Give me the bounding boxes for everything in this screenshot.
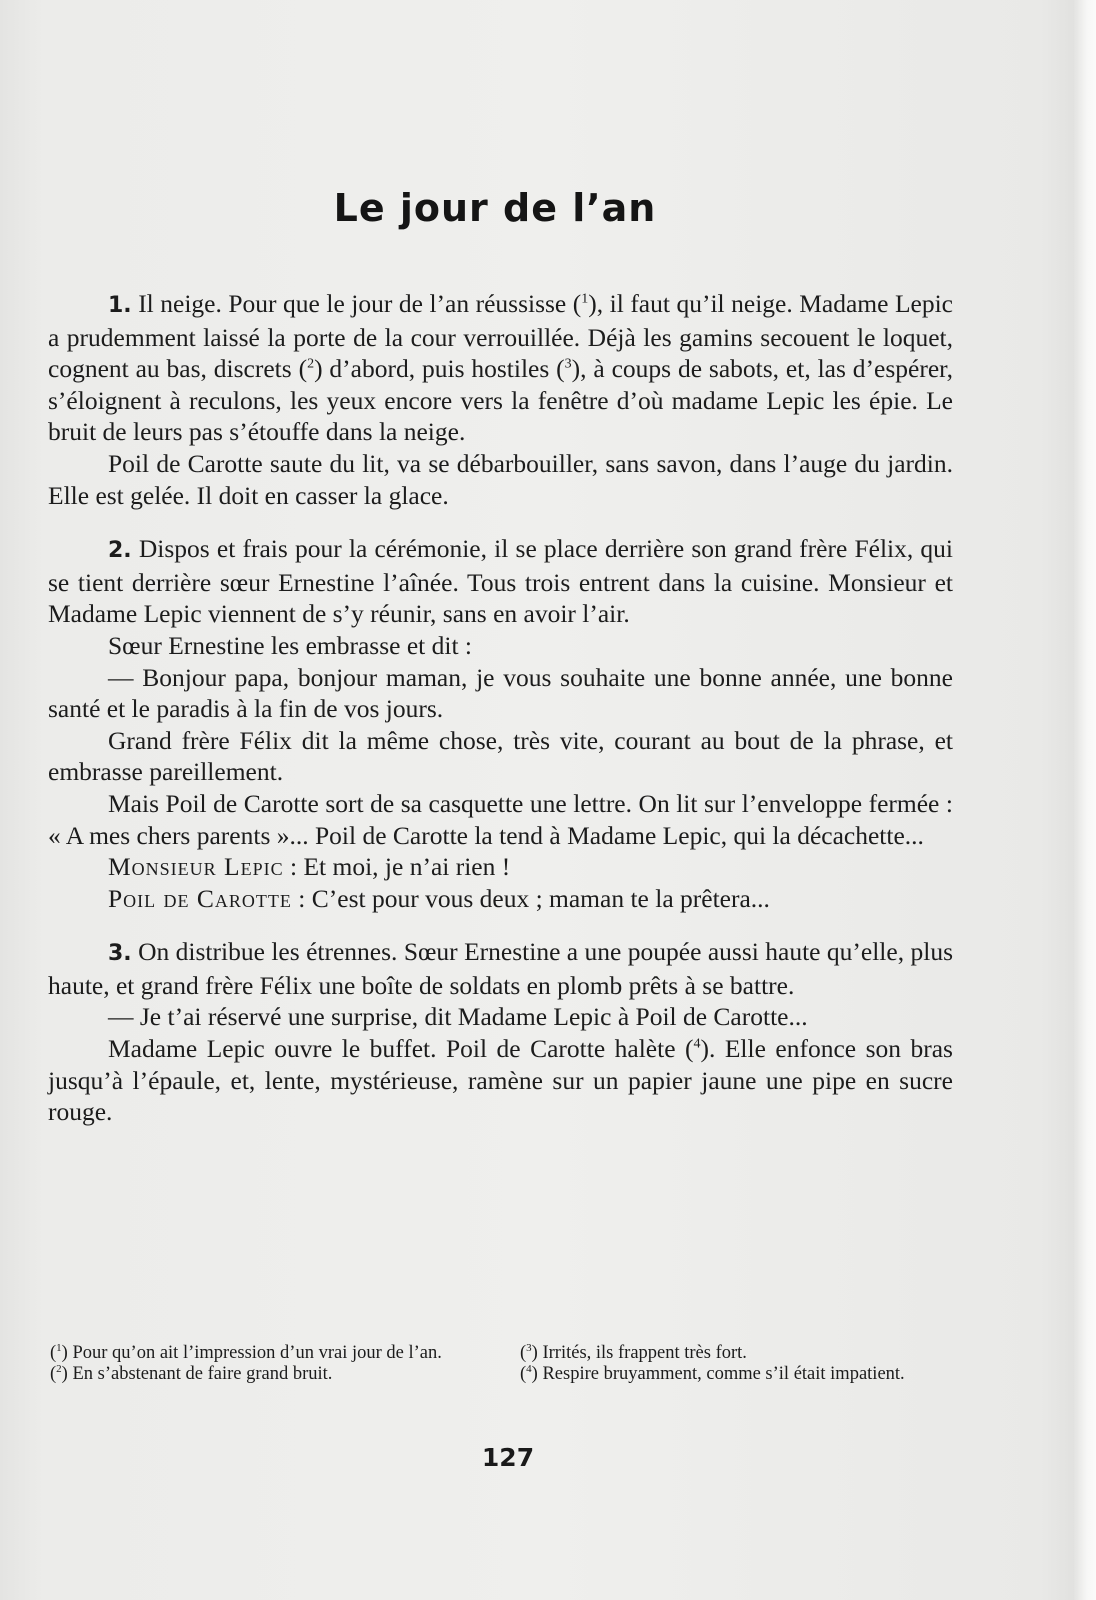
section-3-paragraph-3: Madame Lepic ouvre le buffet. Poil de Carotte halète ($^4$). Elle enfonce son bras jusqu’à l’épaule, et, lente, mystérieuse, ramène sur un papier jaune une pipe en sucre rouge. [48,1034,953,1127]
footnote-ref: 3 [564,356,572,372]
dialogue-line-2: Poil de Carotte : C’est pour vous deux ; maman te la prêtera... [108,883,770,913]
page-title: Le jour de l’an [333,186,657,230]
section-2-paragraph-1: 2. Dispos et frais pour la cérémonie, il se place derrière son grand frère Félix, qui se tient derrière sœur Ernestine l’aînée. Tous trois entrent dans la cuisine. Monsieur et Madame Lepic viennent de s’y réunir, sans en avoir l’air. [48,534,954,629]
footnote-2: ($^2$) En s’abstenant de faire grand bruit. [50,1362,333,1384]
section-number: 3. [108,941,132,967]
section-2-paragraph-2: Sœur Ernestine les embrasse et dit : [108,630,472,660]
footnote-1: ($^1$) Pour qu’on ait l’impression d’un vrai jour de l’an. [50,1341,442,1363]
section-2-paragraph-3: — Bonjour papa, bonjour maman, je vous souhaite une bonne année, une bonne santé et le paradis à la fin de vos jours. [48,662,953,724]
section-1-paragraph-2: Poil de Carotte saute du lit, va se débarbouiller, sans savon, dans l’auge du jardin. Elle est gelée. Il doit en casser la glace. [48,448,953,510]
body-text [48,288,953,1128]
section-2-paragraph-5: Mais Poil de Carotte sort de sa casquette une lettre. On lit sur l’enveloppe fermée : « A mes chers parents »... Poil de Carotte la tend à Madame Lepic, qui la décachette... [48,788,953,850]
footnote-ref: 4 [693,1036,701,1052]
footnote-ref: 2 [307,356,315,372]
speaker-name: Poil de Carotte [108,883,292,913]
dialogue-line-1: Monsieur Lepic : Et moi, je n’ai rien ! [108,852,511,882]
footnote-3: ($^3$) Irrités, ils frappent très fort. [520,1341,747,1363]
section-3-paragraph-1: 3. On distribue les étrennes. Sœur Ernestine a une poupée aussi haute qu’elle, plus haute, et grand frère Félix une boîte de soldats en plomb prêts à se battre. [48,937,953,1000]
footnotes [50,1343,955,1385]
section-number: 1. [108,293,132,318]
footnote-ref: 1 [581,291,589,307]
page-number: 127 [481,1443,535,1472]
footnotes-left-column [50,1343,485,1385]
speaker-name: Monsieur Lepic [108,852,284,882]
section-3-paragraph-2: — Je t’ai réservé une surprise, dit Madame Lepic à Poil de Carotte... [108,1002,808,1032]
footnote-4: ($^4$) Respire bruyamment, comme s’il était impatient. [520,1362,905,1384]
page-edge [1074,0,1096,1600]
section-1-paragraph-1: 1. Il neige. Pour que le jour de l’an réussisse ($^1$), il faut qu’il neige. Madame Lepic a prudemment laissé la porte de la cour verrouillée. Déjà les gamins secouent le loquet, cognent au bas, discrets ($^2$) d’abord, puis hostiles ($^3$), à coups de sabots, et, las d’espérer, s’éloignent à reculons, les yeux encore vers la fenêtre d’où madame Lepic les épie. Le bruit de leurs pas s’étouffe dans la neige. [48,289,954,447]
section-2-paragraph-4: Grand frère Félix dit la même chose, très vite, courant au bout de la phrase, et embrasse pareillement. [48,725,953,787]
section-number: 2. [108,538,132,564]
footnotes-right-column [520,1343,955,1385]
